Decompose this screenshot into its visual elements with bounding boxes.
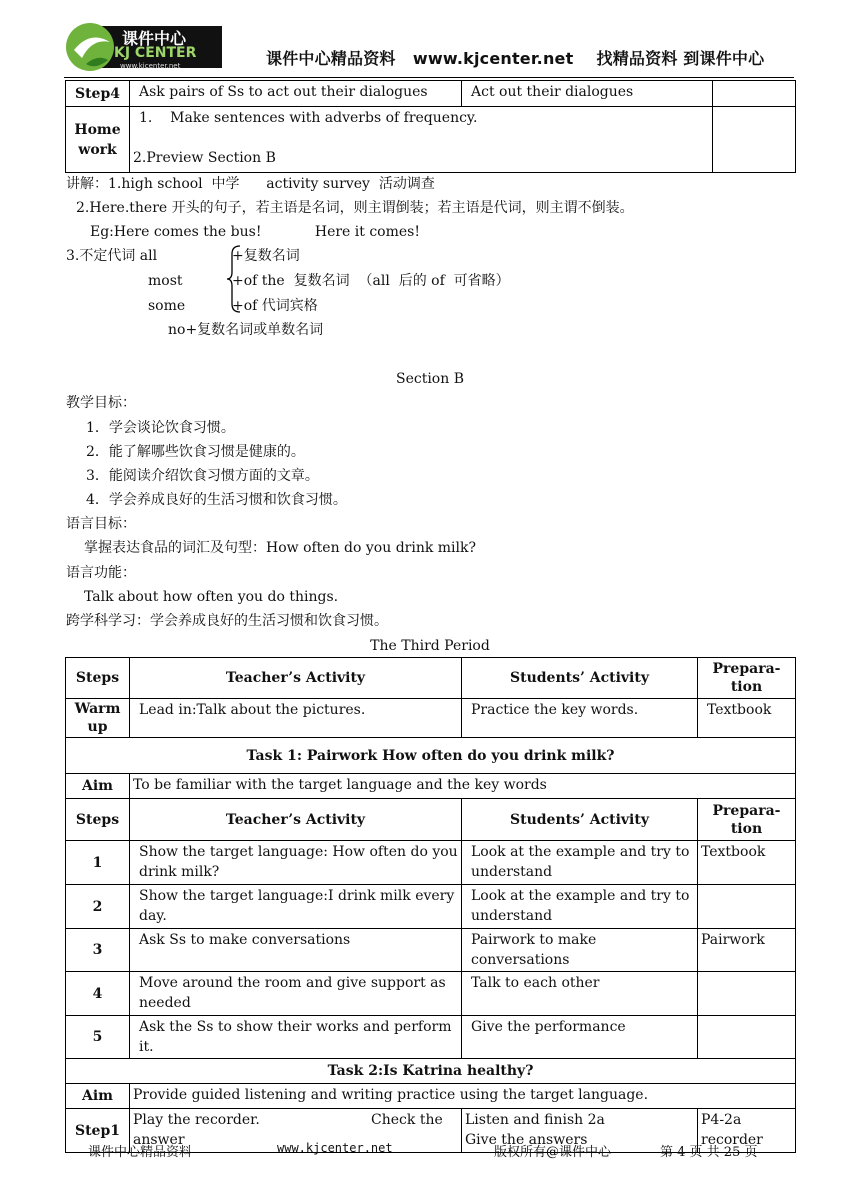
- step-cell: Warm up: [66, 699, 130, 738]
- students-activity-cell: Look at the example and try to understand: [462, 885, 698, 929]
- preparation-cell: [713, 107, 796, 173]
- goal-item: 3．能阅读介绍饮食习惯方面的文章。: [86, 468, 319, 484]
- kjcenter-logo: [64, 20, 222, 72]
- logo-cn-text: 课件中心: [122, 29, 187, 48]
- students-activity-cell: Practice the key words.: [462, 699, 698, 738]
- goals-heading: 教学目标：: [66, 395, 136, 411]
- table-header-row: [66, 658, 796, 699]
- step-cell: 1: [66, 841, 130, 885]
- table-row: [66, 107, 796, 173]
- aim-row: [66, 774, 796, 799]
- note-line: +of the 复数名词 （all 后的 of 可省略）: [232, 273, 510, 289]
- note-line: 3.不定代词 all: [66, 248, 158, 264]
- homework-item: 1. Make sentences with adverbs of frequency.: [139, 110, 478, 126]
- students-activity-cell: Listen and finish 2a Give the answers: [462, 1109, 698, 1153]
- table-row: [66, 1016, 796, 1059]
- teacher-activity-cell: Ask Ss to make conversations: [130, 929, 462, 972]
- step-cell: 4: [66, 972, 130, 1016]
- note-line: +of 代词宾格: [232, 298, 318, 314]
- step-cell: Step4: [66, 81, 130, 107]
- logo-en-text: KJ CENTER: [114, 45, 197, 61]
- column-header: Steps: [66, 658, 130, 699]
- table-row: [66, 885, 796, 929]
- task-title-row: [66, 1059, 796, 1084]
- note-line: most: [148, 273, 183, 289]
- aim-label: Aim: [66, 774, 130, 799]
- preparation-cell: [713, 81, 796, 107]
- homework-content: [130, 107, 713, 173]
- teacher-activity-cell: Move around the room and give support as needed: [130, 972, 462, 1016]
- column-header: Steps: [66, 799, 130, 841]
- table-header-row: [66, 799, 796, 841]
- period-title: The Third Period: [370, 638, 490, 654]
- students-activity-cell: Look at the example and try to understand: [462, 841, 698, 885]
- language-function: Talk about how often you do things.: [84, 589, 339, 605]
- teacher-activity-cell: Show the target language: How often do you drink milk?: [130, 841, 462, 885]
- task-title: Task 2:Is Katrina healthy?: [66, 1059, 796, 1084]
- aim-text: To be familiar with the target language and the key words: [130, 774, 796, 799]
- note-line: 2.Here.there 开头的句子，若主语是名词，则主谓倒装；若主语是代词，则主谓不倒装。: [76, 200, 634, 216]
- preparation-cell: Textbook: [698, 699, 796, 738]
- preparation-cell: [698, 885, 796, 929]
- note-line: no+复数名词或单数名词: [168, 322, 324, 338]
- students-activity-cell: Talk to each other: [462, 972, 698, 1016]
- section-title: Section B: [395, 371, 464, 387]
- goal-item: 1．学会谈论饮食习惯。: [86, 420, 235, 436]
- footer-page-number: 第 4 页 共 25 页: [660, 1145, 758, 1160]
- header-divider: [64, 77, 794, 78]
- column-header: Teacher’s Activity: [130, 658, 462, 699]
- column-header: Students’ Activity: [462, 799, 698, 841]
- aim-label: Aim: [66, 1084, 130, 1109]
- homework-label: Homework: [66, 107, 130, 173]
- students-activity-cell: Give the performance: [462, 1016, 698, 1059]
- footer-left: 课件中心精品资料: [88, 1145, 193, 1160]
- note-line: +复数名词: [232, 248, 300, 264]
- students-activity-cell: Act out their dialogues: [462, 81, 713, 107]
- aim-row: [66, 1084, 796, 1109]
- column-header: Teacher’s Activity: [130, 799, 462, 841]
- column-header: Students’ Activity: [462, 658, 698, 699]
- task-title-row: [66, 738, 796, 774]
- note-line: 讲解：1.high school 中学 activity survey 活动调查: [66, 176, 435, 192]
- footer-url: www.kjcenter.net: [277, 1141, 393, 1155]
- goal-item: 2．能了解哪些饮食习惯是健康的。: [86, 444, 305, 460]
- column-header: Prepara-tion: [698, 658, 796, 699]
- preparation-cell: [698, 972, 796, 1016]
- task-title: Task 1: Pairwork How often do you drink milk?: [66, 738, 796, 774]
- header-slogan: 课件中心精品资料 www.kjcenter.net 找精品资料 到课件中心: [266, 49, 765, 68]
- note-line: some: [148, 298, 186, 314]
- step-cell: Step1: [66, 1109, 130, 1153]
- language-goal-heading: 语言目标：: [66, 516, 136, 532]
- students-activity-cell: Pairwork to make conversations: [462, 929, 698, 972]
- step-cell: 5: [66, 1016, 130, 1059]
- aim-text: Provide guided listening and writing practice using the target language.: [130, 1084, 796, 1109]
- table-row: [66, 699, 796, 738]
- teacher-activity-cell: Ask the Ss to show their works and perform it.: [130, 1016, 462, 1059]
- cross-subject-learning: 跨学科学习：学会养成良好的生活习惯和饮食习惯。: [66, 613, 388, 629]
- logo-url-text: www.kjcenter.net: [120, 62, 181, 70]
- preparation-cell: Textbook: [698, 841, 796, 885]
- curly-brace-icon: [226, 244, 242, 314]
- step-cell: 2: [66, 885, 130, 929]
- preparation-cell: [698, 1016, 796, 1059]
- top-lesson-table: [65, 80, 796, 173]
- table-row: [66, 972, 796, 1016]
- language-function-heading: 语言功能：: [66, 565, 136, 581]
- preparation-cell: Pairwork: [698, 929, 796, 972]
- teacher-activity-cell: Show the target language:I drink milk every day.: [130, 885, 462, 929]
- table-row: [66, 841, 796, 885]
- step-cell: 3: [66, 929, 130, 972]
- homework-item: 2.Preview Section B: [133, 150, 276, 166]
- preparation-cell: P4-2a recorder: [698, 1109, 796, 1153]
- table-row: [66, 929, 796, 972]
- table-row: [66, 81, 796, 107]
- teacher-activity-cell: Lead in:Talk about the pictures.: [130, 699, 462, 738]
- language-goal: 掌握表达食品的词汇及句型：How often do you drink milk?: [84, 540, 477, 556]
- goal-item: 4．学会养成良好的生活习惯和饮食习惯。: [86, 492, 347, 508]
- lesson-plan-table: [65, 657, 796, 1153]
- teacher-activity-cell: Ask pairs of Ss to act out their dialogues: [130, 81, 462, 107]
- teacher-activity-cell: Play the recorder. Check the answer: [130, 1109, 462, 1153]
- note-line: Eg:Here comes the bus! Here it comes!: [90, 224, 420, 240]
- footer-copyright: 版权所有@课件中心: [494, 1145, 612, 1160]
- column-header: Prepara-tion: [698, 799, 796, 841]
